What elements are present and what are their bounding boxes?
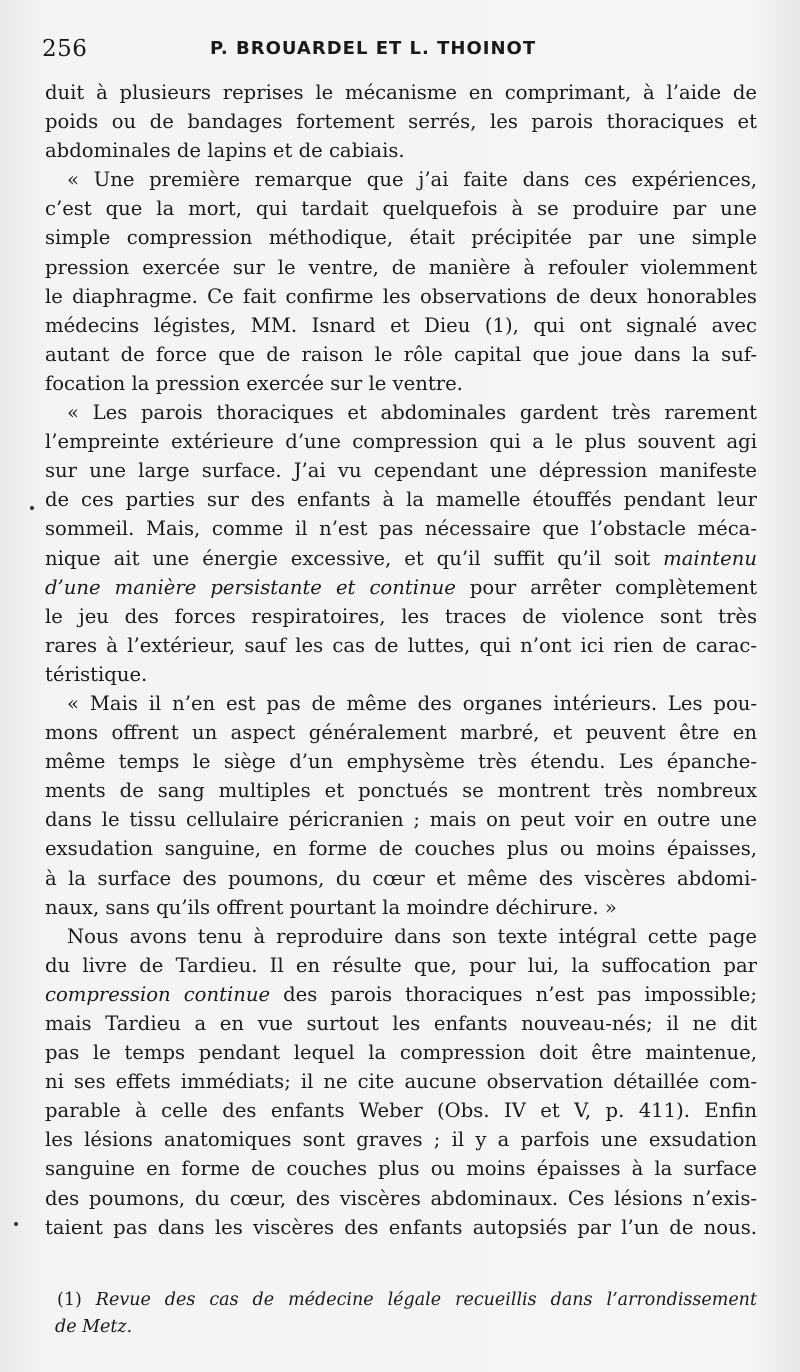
text-line xyxy=(45,689,757,718)
text-segment: focation la pression exercée sur le ventre. xyxy=(45,371,463,395)
running-head: P. BROUARDEL ET L. THOINOT xyxy=(210,38,537,59)
text-line xyxy=(45,456,757,485)
text-line xyxy=(45,893,757,922)
text-segment: même temps le siège d’un emphysème très étendu. Les épanche- xyxy=(45,750,757,774)
text-segment: Nous avons tenu à reproduire dans son texte intégral cette page xyxy=(67,924,757,948)
text-line xyxy=(45,136,757,165)
text-segment: poids ou de bandages fortement serrés, les parois thoraciques et xyxy=(45,110,757,134)
text-segment: « Les parois thoraciques et abdominales gardent très rarement xyxy=(67,401,757,425)
text-segment: sur une large surface. J’ai vu cependant une dépression manifeste xyxy=(45,459,757,483)
text-line xyxy=(45,369,757,398)
footnote-line xyxy=(55,1314,757,1341)
text-segment: « Une première remarque que j’ai faite dans ces expériences, xyxy=(67,168,757,192)
text-line xyxy=(45,747,757,776)
text-segment: taient pas dans les viscères des enfants autopsiés par l’un de nous. xyxy=(45,1215,757,1239)
text-line xyxy=(45,485,757,514)
text-segment: pour arrêter complètement xyxy=(455,575,757,599)
text-line xyxy=(45,631,757,660)
text-line xyxy=(45,311,757,340)
text-line xyxy=(45,1067,757,1096)
text-line xyxy=(45,107,757,136)
text-line xyxy=(45,718,757,747)
text-line xyxy=(45,398,757,427)
text-segment: nique ait une énergie excessive, et qu’il suffit qu’il soit xyxy=(45,546,664,570)
text-line xyxy=(45,282,757,311)
text-line xyxy=(45,514,757,543)
text-segment: abdominales de lapins et de cabiais. xyxy=(45,139,405,163)
page-header xyxy=(42,34,760,64)
text-segment: sommeil. Mais, comme il n’est pas nécessaire que l’obstacle méca- xyxy=(45,517,757,541)
text-line xyxy=(45,223,757,252)
text-segment: téristique. xyxy=(45,662,148,686)
italic-text: compression continue xyxy=(45,982,271,1006)
margin-mark xyxy=(30,506,34,510)
text-line xyxy=(45,1038,757,1067)
text-segment: c’est que la mort, qui tardait quelquefois à se produire par une xyxy=(45,197,757,221)
text-segment: le jeu des forces respiratoires, les traces de violence sont très xyxy=(45,604,757,628)
text-segment: mons offrent un aspect généralement marbré, et peuvent être en xyxy=(45,721,757,745)
italic-text: maintenu xyxy=(663,546,757,570)
text-segment: naux, sans qu’ils offrent pourtant la moindre déchirure. » xyxy=(45,895,617,919)
italic-text: Revue des cas de médecine légale recueillis dans l’arrondissement xyxy=(95,1290,757,1310)
text-line xyxy=(45,776,757,805)
text-segment: parable à celle des enfants Weber (Obs. IV et V, p. 411). Enfin xyxy=(45,1099,757,1123)
text-segment: médecins légistes, MM. Isnard et Dieu (1), qui ont signalé avec xyxy=(45,313,757,337)
text-segment: à la surface des poumons, du cœur et même des viscères abdomi- xyxy=(45,866,757,890)
text-segment: ments de sang multiples et ponctués se montrent très nombreux xyxy=(45,779,757,803)
text-line xyxy=(45,602,757,631)
text-segment: duit à plusieurs reprises le mécanisme en comprimant, à l’aide de xyxy=(45,81,757,104)
footnote xyxy=(57,1287,757,1341)
text-line xyxy=(45,1125,757,1154)
text-segment: des poumons, du cœur, des viscères abdominaux. Ces lésions n’exis- xyxy=(45,1186,757,1210)
text-segment: le diaphragme. Ce fait confirme les observations de deux honorables xyxy=(45,284,757,308)
italic-text: de Metz. xyxy=(55,1317,133,1337)
text-segment: autant de force que de raison le rôle capital que joue dans la suf- xyxy=(45,342,757,366)
text-line xyxy=(45,1154,757,1183)
text-line xyxy=(45,253,757,282)
text-segment: des parois thoraciques n’est pas impossible; xyxy=(270,982,757,1006)
text-segment: du livre de Tardieu. Il en résulte que, pour lui, la suffocation par xyxy=(45,953,757,977)
text-segment: exsudation sanguine, en forme de couches plus ou moins épaisses, xyxy=(45,837,757,861)
text-segment: simple compression méthodique, était précipitée par une simple xyxy=(45,226,757,250)
text-line xyxy=(45,427,757,456)
text-line xyxy=(45,805,757,834)
page-number: 256 xyxy=(42,36,88,62)
text-segment: « Mais il n’en est pas de même des organes intérieurs. Les pou- xyxy=(67,691,757,715)
text-segment: mais Tardieu a en vue surtout les enfants nouveau-nés; il ne dit xyxy=(45,1012,757,1035)
text-line xyxy=(45,864,757,893)
text-line xyxy=(45,951,757,980)
margin-mark xyxy=(14,1222,18,1226)
text-line xyxy=(45,922,757,951)
text-line xyxy=(45,340,757,369)
text-line xyxy=(45,573,757,602)
text-line xyxy=(45,834,757,863)
text-segment: rares à l’extérieur, sauf les cas de luttes, qui n’ont ici rien de carac- xyxy=(45,633,757,657)
text-segment: pression exercée sur le ventre, de manière à refouler violemment xyxy=(45,255,757,279)
text-line xyxy=(45,660,757,689)
italic-text: d’une manière persistante et continue xyxy=(45,575,456,599)
body-text xyxy=(45,78,757,1242)
text-line xyxy=(45,78,757,107)
text-line xyxy=(45,1009,757,1038)
text-segment: (1) xyxy=(57,1290,96,1310)
text-line xyxy=(45,1213,757,1242)
text-segment: les lésions anatomiques sont graves ; il y a parfois une exsudation xyxy=(45,1128,757,1152)
text-segment: dans le tissu cellulaire péricranien ; mais on peut voir en outre une xyxy=(45,808,757,832)
text-segment: pas le temps pendant lequel la compression doit être maintenue, xyxy=(45,1041,757,1065)
text-segment: l’empreinte extérieure d’une compression qui a le plus souvent agi xyxy=(45,430,757,454)
text-segment: ni ses effets immédiats; il ne cite aucune observation détaillée com- xyxy=(45,1070,757,1094)
text-line xyxy=(45,165,757,194)
text-line xyxy=(45,544,757,573)
text-line xyxy=(45,980,757,1009)
text-segment: de ces parties sur des enfants à la mamelle étouffés pendant leur xyxy=(45,488,757,512)
footnote-line xyxy=(57,1287,757,1314)
text-line xyxy=(45,194,757,223)
text-segment: sanguine en forme de couches plus ou moins épaisses à la surface xyxy=(45,1157,757,1181)
text-line xyxy=(45,1184,757,1213)
text-line xyxy=(45,1096,757,1125)
